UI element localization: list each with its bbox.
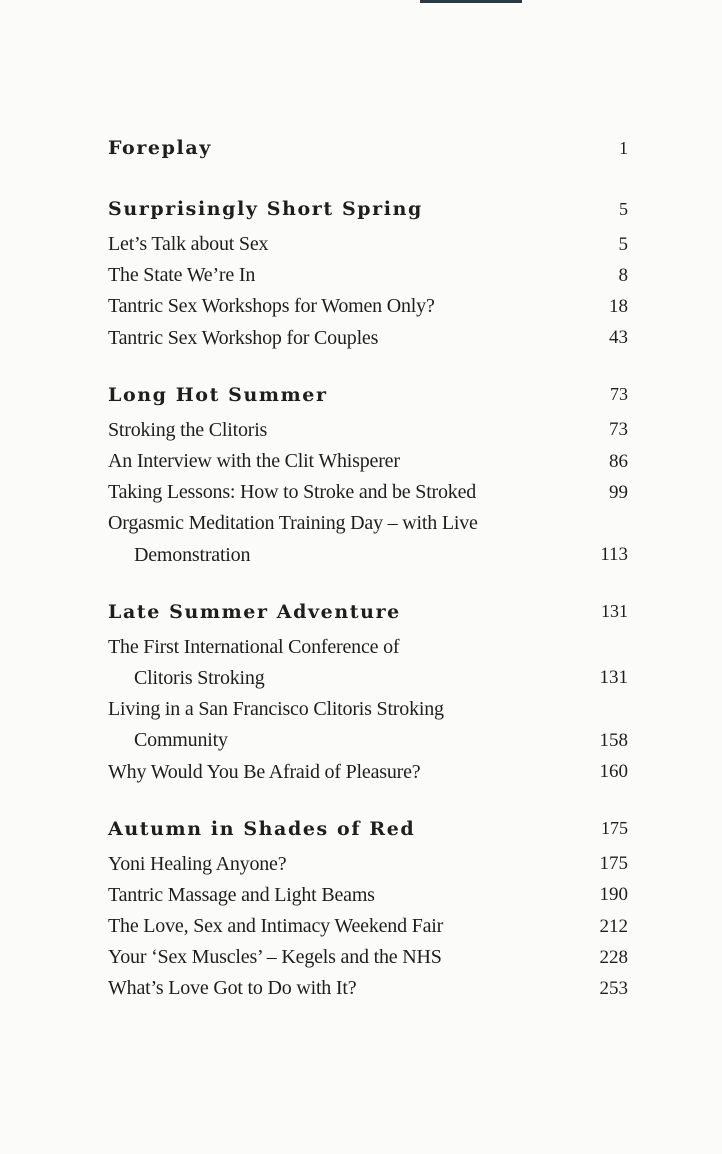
entry-page-number: 212 <box>599 915 628 937</box>
entry-title-continuation: Community <box>134 729 228 752</box>
section-page-number: 5 <box>619 198 628 219</box>
toc-section-autumn <box>108 809 628 1005</box>
entry-title: Stroking the Clitoris <box>108 418 268 441</box>
toc-section-late-summer <box>108 592 628 788</box>
entry-page-number: 158 <box>599 729 628 751</box>
section-heading-row <box>108 592 628 632</box>
toc-section-spring <box>108 189 628 354</box>
section-heading-row <box>108 375 628 415</box>
section-heading-row <box>108 189 628 229</box>
toc-entry <box>108 291 628 322</box>
entry-page-number: 86 <box>609 450 628 472</box>
toc-entry <box>108 415 628 446</box>
section-heading: Autumn in Shades of Red <box>108 817 416 840</box>
entry-page-number: 73 <box>609 419 628 441</box>
section-page-number: 175 <box>601 818 628 839</box>
entry-title: Yoni Healing Anyone? <box>108 852 287 875</box>
entry-page-number: 190 <box>599 884 628 906</box>
entry-page-number: 8 <box>618 264 628 286</box>
toc-entry <box>108 477 628 508</box>
entry-title: Why Would You Be Afraid of Pleasure? <box>108 760 421 783</box>
entry-page-number: 131 <box>599 667 628 689</box>
entry-title: Living in a San Francisco Clitoris Stroking <box>108 698 444 721</box>
toc-entry <box>108 260 628 291</box>
entry-title: Your ‘Sex Muscles’ – Kegels and the NHS <box>108 946 442 969</box>
section-heading: Surprisingly Short Spring <box>108 198 423 220</box>
toc-entry <box>108 632 628 694</box>
entry-title: An Interview with the Clit Whisperer <box>108 450 400 473</box>
entry-page-number: 5 <box>618 233 628 255</box>
entry-title-continuation: Demonstration <box>134 543 251 566</box>
entry-page-number: 113 <box>600 544 628 566</box>
section-page-number: 73 <box>610 384 628 405</box>
entry-title: What’s Love Got to Do with It? <box>108 977 357 1000</box>
entry-title: Taking Lessons: How to Stroke and be Stroked <box>108 481 477 504</box>
entry-page-number: 160 <box>599 761 628 783</box>
section-heading: Late Summer Adventure <box>108 600 401 623</box>
entry-page-number: 253 <box>599 977 628 999</box>
entry-title: Orgasmic Meditation Training Day – with Live <box>108 512 478 535</box>
entry-title: Let’s Talk about Sex <box>108 233 269 256</box>
section-heading: Long Hot Summer <box>108 383 328 406</box>
entry-page-number: 99 <box>609 481 628 503</box>
section-page-number: 1 <box>619 137 628 158</box>
entry-page-number: 18 <box>609 295 628 317</box>
entry-page-number: 43 <box>609 327 628 349</box>
toc-section-foreplay <box>108 128 628 168</box>
section-page-number: 131 <box>601 601 628 622</box>
section-heading-row <box>108 128 628 168</box>
entry-continuation-row <box>108 663 628 694</box>
entry-title: Tantric Sex Workshop for Couples <box>108 326 379 349</box>
entry-title: Tantric Sex Workshops for Women Only? <box>108 295 435 318</box>
toc-entry <box>108 880 628 911</box>
toc-entry <box>108 849 628 880</box>
entry-title: The Love, Sex and Intimacy Weekend Fair <box>108 915 444 938</box>
entry-title: The First International Conference of <box>108 635 400 658</box>
toc-section-summer <box>108 375 628 571</box>
toc-entry <box>108 446 628 477</box>
toc-entry <box>108 229 628 260</box>
top-edge-rule <box>420 0 522 3</box>
toc-entry <box>108 942 628 973</box>
toc-entry <box>108 911 628 942</box>
section-heading-row <box>108 809 628 849</box>
toc-entry <box>108 973 628 1004</box>
entry-page-number: 175 <box>599 853 628 875</box>
section-heading: Foreplay <box>108 137 212 159</box>
toc-entry <box>108 323 628 354</box>
entry-continuation-row <box>108 725 628 756</box>
toc-entry <box>108 694 628 756</box>
table-of-contents <box>108 128 628 1026</box>
entry-page-number: 228 <box>599 946 628 968</box>
entry-title-continuation: Clitoris Stroking <box>134 666 265 689</box>
toc-entry <box>108 508 628 570</box>
entry-continuation-row <box>108 540 628 571</box>
entry-title: Tantric Massage and Light Beams <box>108 883 375 906</box>
toc-entry <box>108 756 628 787</box>
entry-title: The State We’re In <box>108 264 256 287</box>
